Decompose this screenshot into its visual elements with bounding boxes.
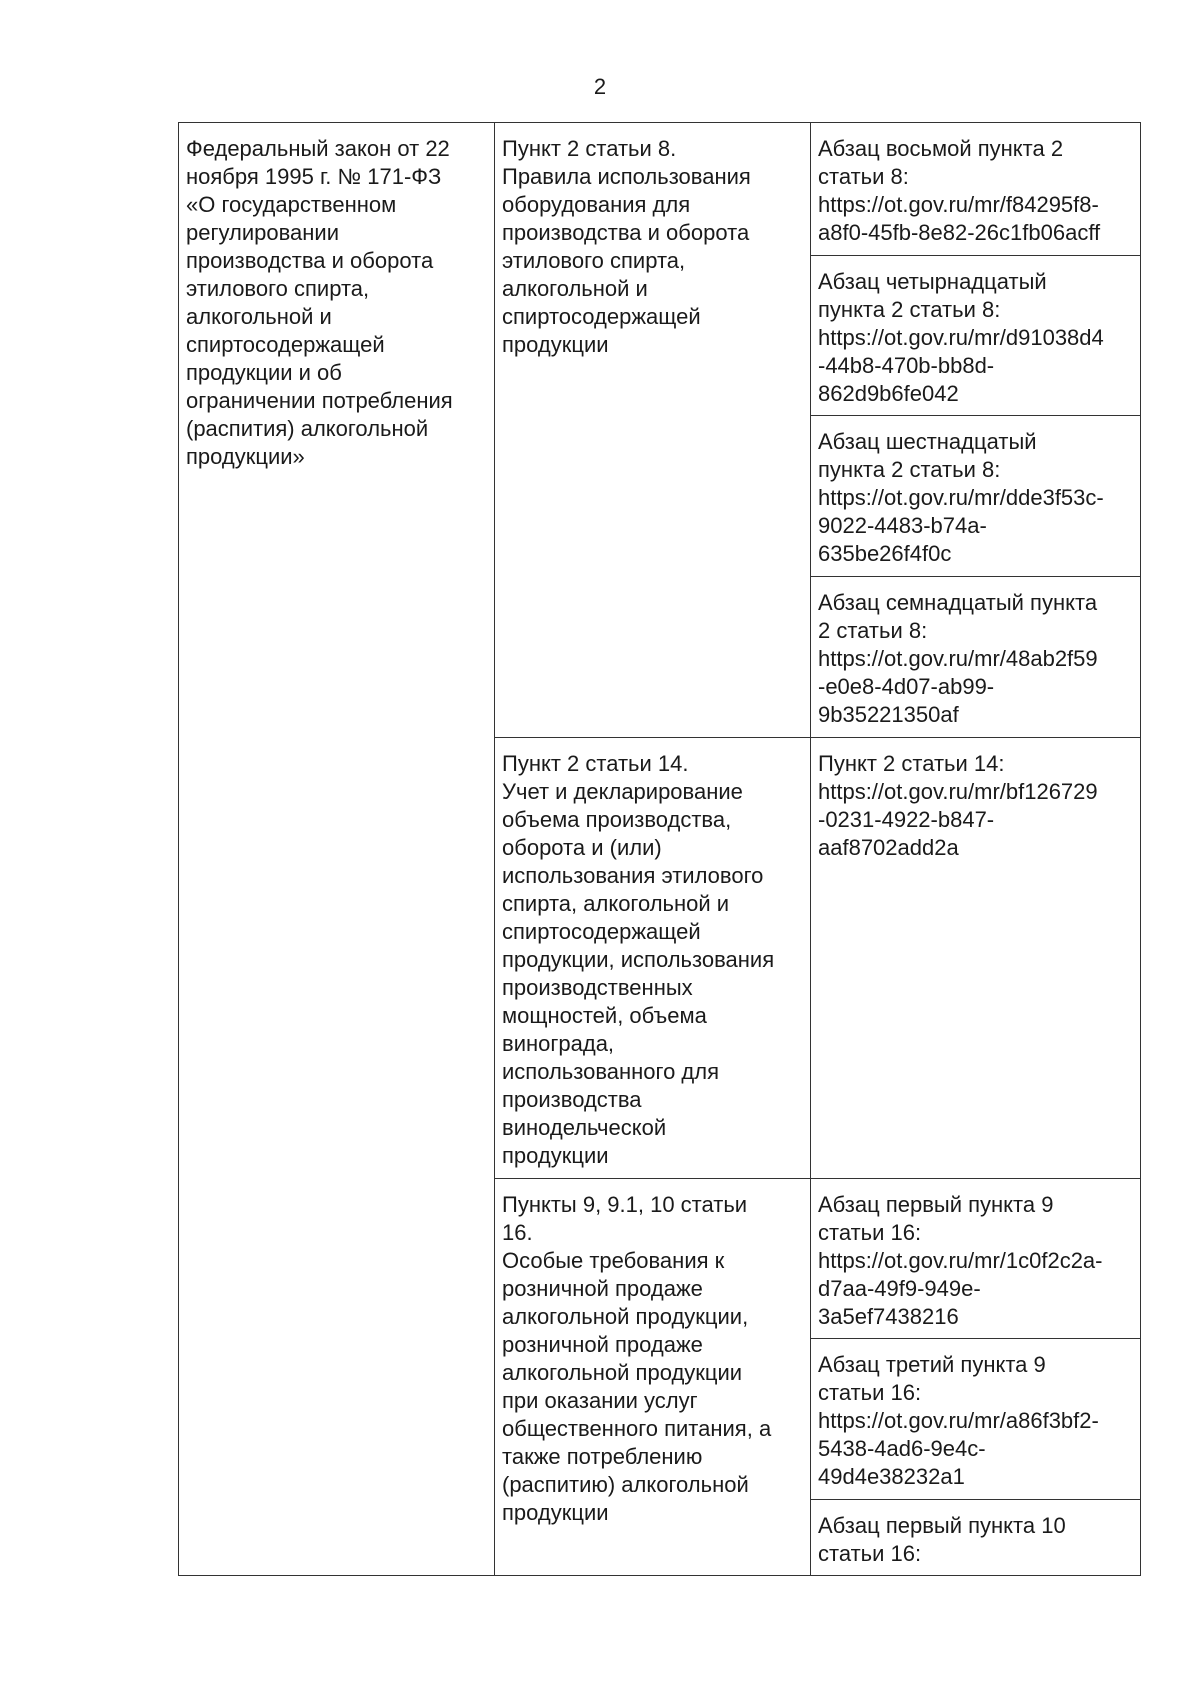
reference-cell (811, 577, 1141, 738)
reference-link[interactable]: 5438-4ad6-9e4c- (818, 1436, 986, 1461)
article-line: алкогольной продукции (502, 1360, 743, 1385)
article-line: также потреблению (502, 1444, 703, 1469)
law-line: алкогольной и (186, 304, 332, 329)
law-line: (распития) алкогольной (186, 416, 429, 441)
article-line: этилового спирта, (502, 248, 686, 273)
article-line: продукции, использования (502, 947, 775, 972)
reference-link[interactable]: https://ot.gov.ru/mr/48ab2f59 (818, 646, 1098, 671)
reference-link[interactable]: https://ot.gov.ru/mr/1c0f2c2a- (818, 1248, 1103, 1273)
reference-line: Пункт 2 статьи 14: (818, 751, 1005, 776)
reference-link[interactable]: 3a5ef7438216 (818, 1304, 959, 1329)
article-line: при оказании услуг (502, 1388, 698, 1413)
reference-line: статьи 16: (818, 1541, 922, 1566)
reference-line: пункта 2 статьи 8: (818, 457, 1001, 482)
article-line: использованного для (502, 1059, 720, 1084)
article-line: Правила использования (502, 164, 751, 189)
article-cell (495, 738, 811, 1179)
article-line: розничной продаже (502, 1332, 703, 1357)
article-line: винограда, (502, 1031, 615, 1056)
article-line: Пункт 2 статьи 8. (502, 136, 677, 161)
page-number: 2 (593, 74, 607, 99)
article-line: продукции (502, 1500, 609, 1525)
article-line: продукции (502, 332, 609, 357)
article-line: производственных (502, 975, 693, 1000)
reference-link[interactable]: d7aa-49f9-949e- (818, 1276, 981, 1301)
reference-cell (811, 738, 1141, 1179)
law-line: продукции и об (186, 360, 342, 385)
article-line: розничной продаже (502, 1276, 703, 1301)
reference-cell (811, 1339, 1141, 1500)
reference-line: 2 статьи 8: (818, 618, 928, 643)
reference-link[interactable]: 49d4e38232a1 (818, 1464, 965, 1489)
reference-line: статьи 16: (818, 1380, 922, 1405)
reference-line: статьи 16: (818, 1220, 922, 1245)
article-line: оборудования для (502, 192, 691, 217)
reference-link[interactable]: aaf8702add2a (818, 835, 959, 860)
article-line: производства и оборота (502, 220, 750, 245)
law-line: Федеральный закон от 22 (186, 136, 450, 161)
reference-link[interactable]: 9b35221350af (818, 702, 959, 727)
reference-cell (811, 1500, 1141, 1576)
table-row (179, 123, 1141, 256)
reference-link[interactable]: 635be26f4f0c (818, 541, 952, 566)
reference-link[interactable]: https://ot.gov.ru/mr/a86f3bf2- (818, 1408, 1099, 1433)
article-line: продукции (502, 1143, 609, 1168)
reference-line: статьи 8: (818, 164, 909, 189)
article-line: Пункты 9, 9.1, 10 статьи (502, 1192, 748, 1217)
law-line: спиртосодержащей (186, 332, 385, 357)
reference-line: Абзац первый пункта 9 (818, 1192, 1054, 1217)
article-line: Пункт 2 статьи 14. (502, 751, 689, 776)
law-line: «О государственном (186, 192, 397, 217)
reference-link[interactable]: https://ot.gov.ru/mr/bf126729 (818, 779, 1098, 804)
article-line: (распитию) алкогольной (502, 1472, 749, 1497)
reference-line: Абзац шестнадцатый (818, 429, 1037, 454)
article-cell (495, 1179, 811, 1576)
reference-line: Абзац семнадцатый пункта (818, 590, 1098, 615)
reference-link[interactable]: -44b8-470b-bb8d- (818, 353, 995, 378)
article-line: общественного питания, а (502, 1416, 772, 1441)
article-line: использования этилового (502, 863, 764, 888)
article-line: Особые требования к (502, 1248, 725, 1273)
reference-cell (811, 123, 1141, 256)
reference-line: Абзац третий пункта 9 (818, 1352, 1046, 1377)
reference-link[interactable]: -0231-4922-b847- (818, 807, 995, 832)
article-line: алкогольной и (502, 276, 648, 301)
reference-link[interactable]: 862d9b6fe042 (818, 381, 959, 406)
article-line: винодельческой (502, 1115, 667, 1140)
article-line: спирта, алкогольной и (502, 891, 730, 916)
reference-link[interactable]: a8f0-45fb-8e82-26c1fb06acff (818, 220, 1101, 245)
reference-cell (811, 416, 1141, 577)
reference-link[interactable]: https://ot.gov.ru/mr/d91038d4 (818, 325, 1104, 350)
law-cell (179, 123, 495, 1576)
law-line: продукции» (186, 444, 305, 469)
article-line: оборота и (или) (502, 835, 662, 860)
reference-link[interactable]: 9022-4483-b74a- (818, 513, 987, 538)
reference-cell (811, 1179, 1141, 1339)
law-line: регулировании (186, 220, 340, 245)
article-cell (495, 123, 811, 738)
article-line: спиртосодержащей (502, 304, 701, 329)
article-line: мощностей, объема (502, 1003, 707, 1028)
reference-line: Абзац восьмой пункта 2 (818, 136, 1064, 161)
article-line: производства (502, 1087, 642, 1112)
law-line: производства и оборота (186, 248, 434, 273)
law-line: ограничении потребления (186, 388, 453, 413)
law-line: этилового спирта, (186, 276, 370, 301)
reference-link[interactable]: https://ot.gov.ru/mr/f84295f8- (818, 192, 1099, 217)
article-line: объема производства, (502, 807, 732, 832)
requirements-table (178, 122, 1141, 1576)
article-line: 16. (502, 1220, 533, 1245)
reference-line: Абзац четырнадцатый (818, 269, 1047, 294)
article-line: Учет и декларирование (502, 779, 743, 804)
reference-link[interactable]: -e0e8-4d07-ab99- (818, 674, 995, 699)
article-line: спиртосодержащей (502, 919, 701, 944)
reference-line: Абзац первый пункта 10 (818, 1513, 1066, 1538)
law-line: ноября 1995 г. № 171-ФЗ (186, 164, 442, 189)
reference-link[interactable]: https://ot.gov.ru/mr/dde3f53c- (818, 485, 1104, 510)
reference-cell (811, 256, 1141, 416)
article-line: алкогольной продукции, (502, 1304, 749, 1329)
reference-line: пункта 2 статьи 8: (818, 297, 1001, 322)
